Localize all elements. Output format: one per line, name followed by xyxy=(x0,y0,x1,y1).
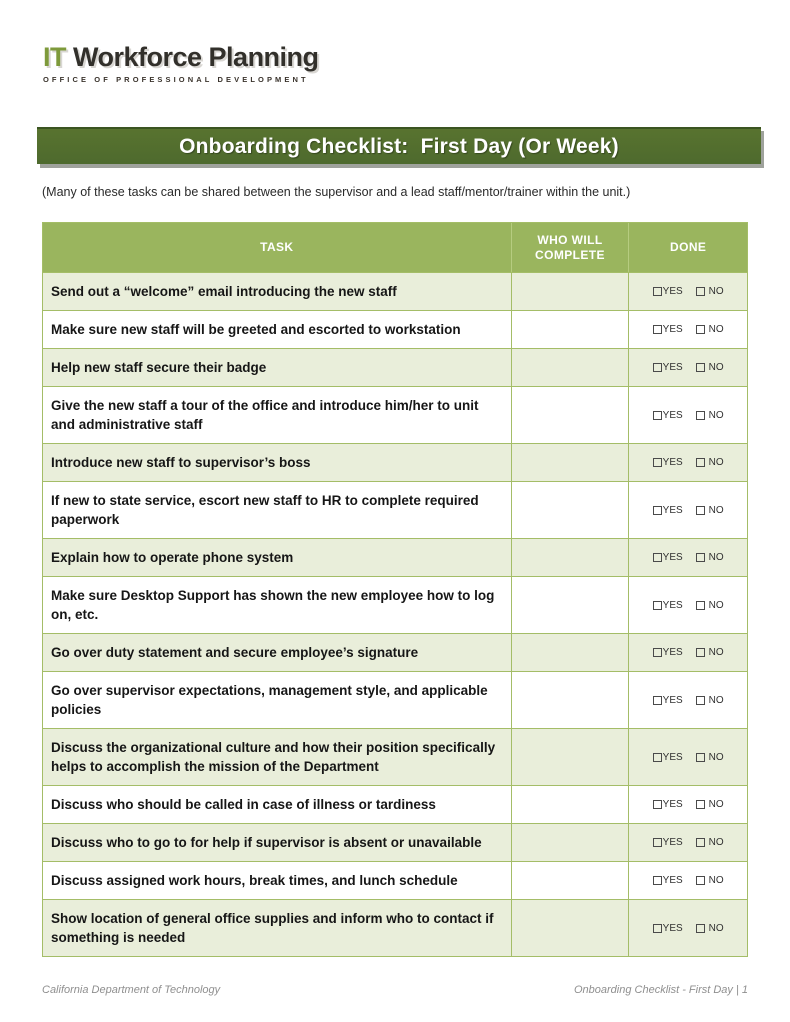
done-cell xyxy=(629,786,747,823)
who-will-complete-cell[interactable] xyxy=(512,729,630,785)
task-text: Send out a “welcome” email introducing the new staff xyxy=(51,284,397,299)
yes-option xyxy=(653,505,683,516)
task-cell xyxy=(43,387,512,443)
logo-it-text: IT xyxy=(43,42,66,72)
no-checkbox[interactable] xyxy=(696,696,705,705)
table-row xyxy=(43,824,747,862)
done-cell xyxy=(629,577,747,633)
who-will-complete-cell[interactable] xyxy=(512,349,630,386)
no-checkbox[interactable] xyxy=(696,553,705,562)
checklist-body xyxy=(43,273,747,956)
yes-label: YES xyxy=(662,599,683,611)
no-option xyxy=(696,799,724,810)
no-label: NO xyxy=(708,799,724,810)
no-label: NO xyxy=(708,286,724,297)
table-row xyxy=(43,577,747,634)
task-text: Show location of general office supplies and inform who to contact if something is needed xyxy=(51,911,494,945)
table-row xyxy=(43,729,747,786)
no-option xyxy=(696,923,724,934)
yes-option xyxy=(653,552,683,563)
task-text: Make sure Desktop Support has shown the new employee how to log on, etc. xyxy=(51,588,495,622)
onboarding-checklist-table xyxy=(42,222,748,957)
yes-label: YES xyxy=(662,694,683,706)
yes-checkbox[interactable] xyxy=(653,696,662,705)
who-will-complete-cell[interactable] xyxy=(512,634,630,671)
who-will-complete-cell[interactable] xyxy=(512,786,630,823)
no-label: NO xyxy=(708,362,724,373)
table-header-row xyxy=(43,223,747,273)
who-will-complete-cell[interactable] xyxy=(512,824,630,861)
page-footer xyxy=(42,984,748,996)
title-banner xyxy=(37,127,761,164)
done-cell xyxy=(629,900,747,956)
table-row xyxy=(43,786,747,824)
done-cell xyxy=(629,729,747,785)
task-text: Discuss the organizational culture and how their position specifically helps to accomplish the mission of the Department xyxy=(51,740,496,774)
who-will-complete-cell[interactable] xyxy=(512,311,630,348)
no-label: NO xyxy=(708,751,724,763)
done-cell xyxy=(629,387,747,443)
table-row xyxy=(43,349,747,387)
yes-option xyxy=(653,923,683,934)
yes-label: YES xyxy=(662,751,683,763)
no-checkbox[interactable] xyxy=(696,924,705,933)
no-option xyxy=(696,362,724,373)
yes-label: YES xyxy=(662,647,683,658)
yes-option xyxy=(653,362,683,373)
table-row xyxy=(43,862,747,900)
yes-label: YES xyxy=(662,324,683,335)
task-cell xyxy=(43,349,512,386)
column-header-task: TASK xyxy=(43,223,512,272)
yes-checkbox[interactable] xyxy=(653,753,662,762)
no-label: NO xyxy=(708,875,724,886)
task-cell xyxy=(43,786,512,823)
no-label: NO xyxy=(708,647,724,658)
column-header-done: DONE xyxy=(670,240,707,254)
task-cell xyxy=(43,539,512,576)
who-will-complete-cell[interactable] xyxy=(512,539,630,576)
logo-tagline: OFFICE OF PROFESSIONAL DEVELOPMENT xyxy=(43,75,309,84)
task-text: Go over duty statement and secure employee’s signature xyxy=(51,645,419,660)
no-checkbox[interactable] xyxy=(696,458,705,467)
yes-label: YES xyxy=(662,837,683,848)
task-text: Give the new staff a tour of the office and introduce him/her to unit and administrative staff xyxy=(51,398,479,432)
yes-checkbox[interactable] xyxy=(653,363,662,372)
yes-option xyxy=(653,286,683,297)
yes-checkbox[interactable] xyxy=(653,800,662,809)
no-option xyxy=(696,647,724,658)
who-will-complete-cell[interactable] xyxy=(512,577,630,633)
yes-checkbox[interactable] xyxy=(653,601,662,610)
done-cell xyxy=(629,634,747,671)
task-text: Discuss assigned work hours, break times, and lunch schedule xyxy=(51,873,458,888)
done-cell xyxy=(629,862,747,899)
done-cell xyxy=(629,539,747,576)
task-text: Make sure new staff will be greeted and escorted to workstation xyxy=(51,322,461,337)
done-cell xyxy=(629,273,747,310)
no-label: NO xyxy=(708,694,724,706)
yes-option xyxy=(653,410,683,421)
no-option xyxy=(696,837,724,848)
no-option xyxy=(696,457,724,468)
task-cell xyxy=(43,900,512,956)
who-will-complete-cell[interactable] xyxy=(512,900,630,956)
table-row xyxy=(43,311,747,349)
who-will-complete-cell[interactable] xyxy=(512,672,630,728)
no-label: NO xyxy=(708,922,724,934)
no-label: NO xyxy=(708,324,724,335)
no-label: NO xyxy=(708,457,724,468)
no-label: NO xyxy=(708,504,724,516)
no-checkbox[interactable] xyxy=(696,601,705,610)
no-label: NO xyxy=(708,599,724,611)
no-checkbox[interactable] xyxy=(696,838,705,847)
footer-right-text: Onboarding Checklist - First Day | 1 xyxy=(573,984,748,996)
yes-option xyxy=(653,837,683,848)
logo-title xyxy=(43,42,319,73)
no-option xyxy=(696,286,724,297)
yes-label: YES xyxy=(662,362,683,373)
table-row xyxy=(43,482,747,539)
no-option xyxy=(696,505,724,516)
who-will-complete-cell[interactable] xyxy=(512,273,630,310)
yes-checkbox[interactable] xyxy=(653,648,662,657)
who-will-complete-cell[interactable] xyxy=(512,862,630,899)
no-option xyxy=(696,552,724,563)
yes-option xyxy=(653,647,683,658)
yes-option xyxy=(653,324,683,335)
no-option xyxy=(696,695,724,706)
task-cell xyxy=(43,634,512,671)
yes-option xyxy=(653,600,683,611)
no-option xyxy=(696,410,724,421)
table-row xyxy=(43,634,747,672)
table-row xyxy=(43,539,747,577)
yes-label: YES xyxy=(662,552,683,563)
no-label: NO xyxy=(708,552,724,563)
done-cell xyxy=(629,311,747,348)
no-option xyxy=(696,875,724,886)
who-will-complete-cell[interactable] xyxy=(512,482,630,538)
table-row xyxy=(43,273,747,311)
done-cell xyxy=(629,349,747,386)
yes-checkbox[interactable] xyxy=(653,287,662,296)
who-will-complete-cell[interactable] xyxy=(512,444,630,481)
yes-checkbox[interactable] xyxy=(653,506,662,515)
task-cell xyxy=(43,311,512,348)
yes-option xyxy=(653,875,683,886)
task-text: Introduce new staff to supervisor’s boss xyxy=(51,455,311,470)
task-text: Go over supervisor expectations, management style, and applicable policies xyxy=(51,683,488,717)
yes-checkbox[interactable] xyxy=(653,838,662,847)
task-text: Discuss who to go to for help if supervisor is absent or unavailable xyxy=(51,835,482,850)
table-row xyxy=(43,900,747,956)
who-will-complete-cell[interactable] xyxy=(512,387,630,443)
task-cell xyxy=(43,482,512,538)
yes-label: YES xyxy=(662,457,683,468)
task-cell xyxy=(43,729,512,785)
yes-checkbox[interactable] xyxy=(653,876,662,885)
yes-checkbox[interactable] xyxy=(653,458,662,467)
no-checkbox[interactable] xyxy=(696,363,705,372)
done-cell xyxy=(629,444,747,481)
no-checkbox[interactable] xyxy=(696,876,705,885)
yes-label: YES xyxy=(662,286,683,297)
no-label: NO xyxy=(708,837,724,848)
task-text: If new to state service, escort new staff to HR to complete required paperwork xyxy=(51,493,479,527)
done-cell xyxy=(629,672,747,728)
task-cell xyxy=(43,672,512,728)
no-option xyxy=(696,324,724,335)
yes-label: YES xyxy=(662,504,683,516)
no-checkbox[interactable] xyxy=(696,800,705,809)
yes-label: YES xyxy=(662,922,683,934)
it-workforce-planning-logo xyxy=(43,42,319,84)
intro-note: (Many of these tasks can be shared between the supervisor and a lead staff/mentor/trainer within the unit.) xyxy=(42,185,631,199)
logo-name-text: Workforce Planning xyxy=(66,42,319,72)
task-text: Discuss who should be called in case of illness or tardiness xyxy=(51,797,436,812)
task-cell xyxy=(43,273,512,310)
task-text: Explain how to operate phone system xyxy=(51,550,294,565)
yes-checkbox[interactable] xyxy=(653,553,662,562)
table-row xyxy=(43,444,747,482)
yes-option xyxy=(653,752,683,763)
task-text: Help new staff secure their badge xyxy=(51,360,267,375)
yes-checkbox[interactable] xyxy=(653,924,662,933)
table-row xyxy=(43,672,747,729)
no-checkbox[interactable] xyxy=(696,287,705,296)
page-title: Onboarding Checklist: First Day (Or Week) xyxy=(179,134,619,158)
no-option xyxy=(696,752,724,763)
done-cell xyxy=(629,482,747,538)
no-checkbox[interactable] xyxy=(696,648,705,657)
no-label: NO xyxy=(708,409,724,421)
done-cell xyxy=(629,824,747,861)
yes-option xyxy=(653,695,683,706)
task-cell xyxy=(43,862,512,899)
no-checkbox[interactable] xyxy=(696,506,705,515)
yes-label: YES xyxy=(662,409,683,421)
no-checkbox[interactable] xyxy=(696,753,705,762)
yes-checkbox[interactable] xyxy=(653,411,662,420)
column-header-who-will-complete: WHO WILL COMPLETE xyxy=(512,223,630,272)
yes-label: YES xyxy=(662,875,683,886)
no-option xyxy=(696,600,724,611)
yes-label: YES xyxy=(662,799,683,810)
table-row xyxy=(43,387,747,444)
yes-option xyxy=(653,457,683,468)
task-cell xyxy=(43,824,512,861)
yes-checkbox[interactable] xyxy=(653,325,662,334)
footer-left-text: California Department of Technology xyxy=(42,984,221,996)
no-checkbox[interactable] xyxy=(696,325,705,334)
task-cell xyxy=(43,444,512,481)
yes-option xyxy=(653,799,683,810)
no-checkbox[interactable] xyxy=(696,411,705,420)
task-cell xyxy=(43,577,512,633)
